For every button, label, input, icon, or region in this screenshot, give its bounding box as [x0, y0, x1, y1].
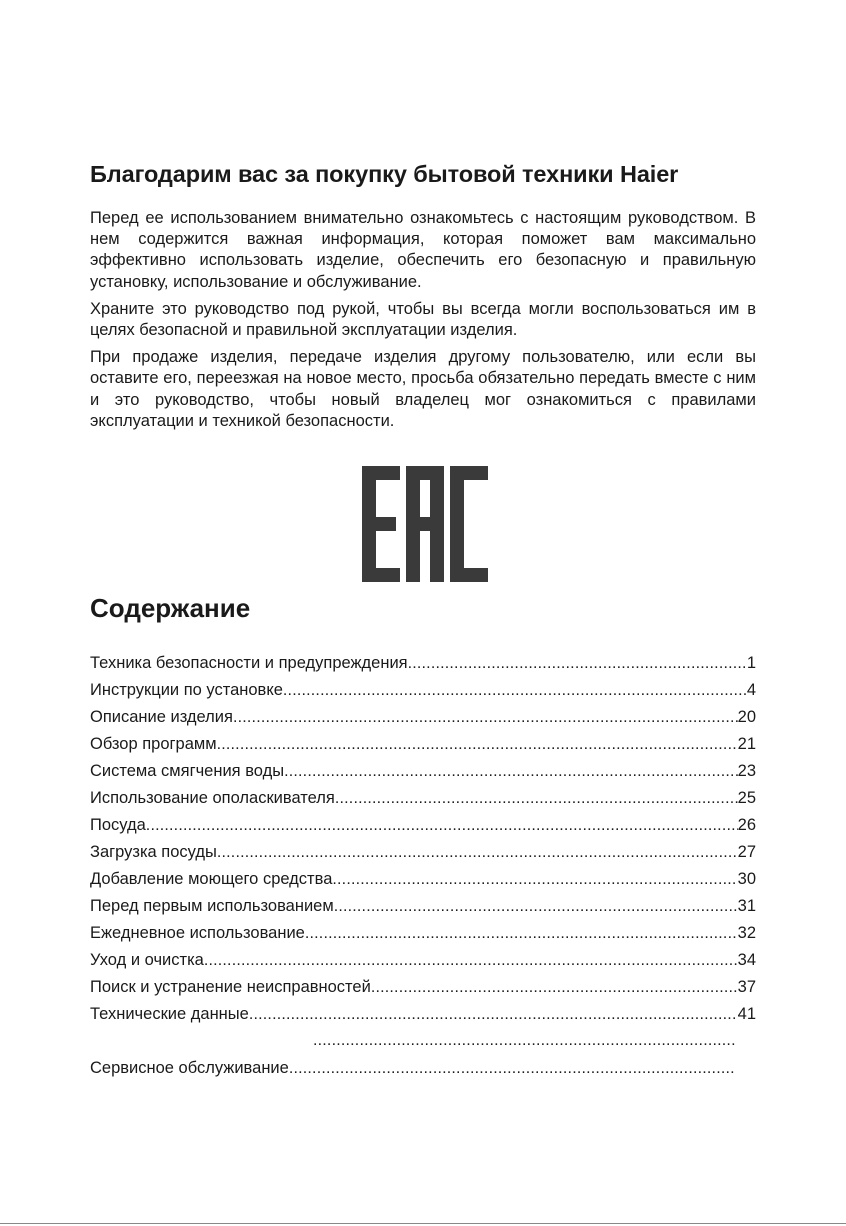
toc-page-number: 23: [737, 762, 756, 780]
toc-page-number: 31: [737, 897, 756, 915]
intro-paragraph: Храните это руководство под рукой, чтобы вы всегда могли воспользоваться им в целях безопасной и правильной эксплуатации изделия.: [90, 299, 756, 340]
toc-leader: [249, 1004, 738, 1026]
toc-label: Загрузка посуды: [90, 843, 217, 861]
toc-leader: [217, 734, 738, 756]
toc-page-number: 32: [737, 924, 756, 942]
toc-entry[interactable]: [90, 706, 756, 733]
toc-entry[interactable]: [90, 922, 756, 949]
toc-page-number: 37: [737, 978, 756, 996]
toc-leader: [217, 842, 738, 864]
toc-page-number: 4: [746, 681, 756, 699]
toc-leader: [283, 680, 747, 702]
intro-paragraph: При продаже изделия, передаче изделия другому пользователю, или если вы оставите его, переезжая на новое место, просьба обязательно передать вместе с ним и это руководство, чтобы новый владелец мог ознакомиться с правилами эксплуатации и техникой безопасности.: [90, 348, 756, 430]
toc-entry[interactable]: [90, 652, 756, 679]
toc-entry[interactable]: [90, 949, 756, 976]
toc-label: Поиск и устранение неисправностей: [90, 978, 371, 996]
eac-certification-mark: [362, 466, 488, 582]
toc-page-number: 34: [737, 951, 756, 969]
toc-leader: [204, 950, 738, 972]
toc-leader: [284, 761, 738, 783]
toc-page-number: 21: [737, 735, 756, 753]
toc-label: Использование ополаскивателя: [90, 789, 335, 807]
toc-entry[interactable]: [90, 733, 756, 760]
toc-entry[interactable]: [90, 1057, 756, 1084]
toc-leader: [305, 923, 738, 945]
toc-entry[interactable]: [90, 679, 756, 706]
toc-label: Технические данные: [90, 1005, 249, 1023]
toc-entry[interactable]: [90, 841, 756, 868]
toc-label: Система смягчения воды: [90, 762, 285, 780]
toc-page-number: 41: [737, 1005, 756, 1023]
toc-leader: [313, 1030, 736, 1052]
toc-label: Перед первым использованием: [90, 897, 334, 915]
toc-leader: [371, 977, 738, 999]
toc-entry[interactable]: [90, 976, 756, 1003]
toc-leader: [289, 1058, 736, 1080]
toc-entry[interactable]: [90, 868, 756, 895]
toc-page-number: 26: [737, 816, 756, 834]
toc-entry[interactable]: [90, 760, 756, 787]
page-title: Благодарим вас за покупку бытовой техники Haier: [90, 161, 679, 187]
toc-entry: [90, 1030, 756, 1057]
toc-entry[interactable]: [90, 1003, 756, 1030]
toc-label: Сервисное обслуживание: [90, 1059, 289, 1077]
toc-label: Посуда: [90, 816, 146, 834]
toc-entry[interactable]: [90, 787, 756, 814]
toc-leader: [334, 896, 738, 918]
toc-label: Добавление моющего средства: [90, 870, 333, 888]
toc-label: Инструкции по установке: [90, 681, 283, 699]
intro-text: [90, 208, 756, 438]
toc-page-number: 1: [746, 654, 756, 672]
toc-label: Уход и очистка: [90, 951, 204, 969]
document-page: [90, 0, 756, 1226]
toc-entry[interactable]: [90, 814, 756, 841]
table-of-contents: [90, 652, 756, 1084]
toc-label: Ежедневное использование: [90, 924, 305, 942]
toc-leader: [408, 653, 747, 675]
contents-heading: Содержание: [90, 593, 251, 623]
toc-page-number: 27: [737, 843, 756, 861]
toc-leader: [332, 869, 737, 891]
toc-leader: [335, 788, 738, 810]
toc-label: Обзор программ: [90, 735, 217, 753]
intro-paragraph: Перед ее использованием внимательно ознакомьтесь с настоящим руководством. В нем содержится важная информация, которая поможет вам максимально эффективно использовать изделие, обеспечить его безопасную и правильную установку, использование и обслуживание.: [90, 209, 756, 291]
toc-leader: [233, 707, 738, 729]
toc-label: Техника безопасности и предупреждения: [90, 654, 408, 672]
toc-entry[interactable]: [90, 895, 756, 922]
toc-label: Описание изделия: [90, 708, 233, 726]
bottom-rule: [0, 1223, 846, 1224]
toc-page-number: 25: [737, 789, 756, 807]
toc-leader: [146, 815, 738, 837]
toc-page-number: 20: [737, 708, 756, 726]
toc-page-number: 30: [737, 870, 756, 888]
